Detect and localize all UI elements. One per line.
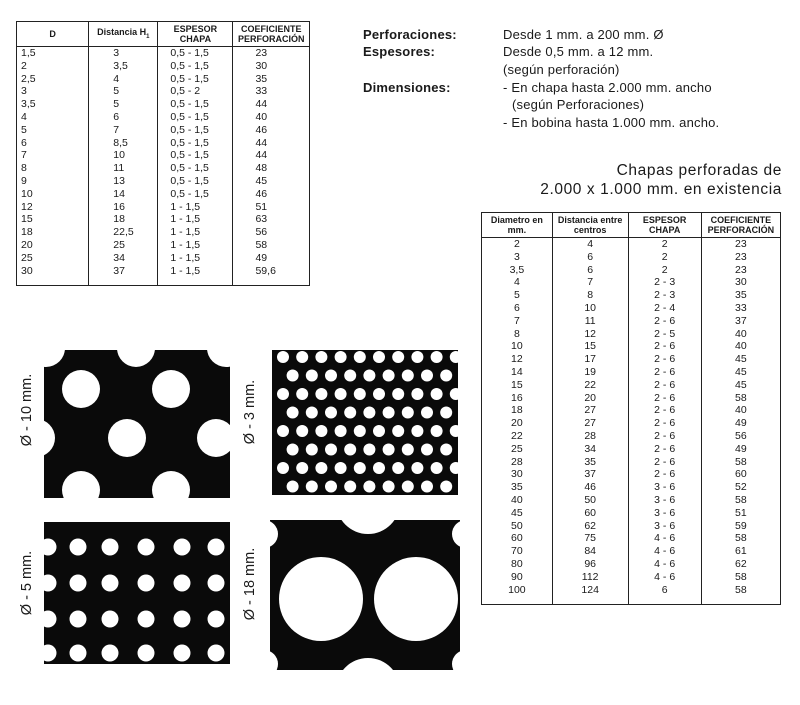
table-cell: 0,5 - 1,5 — [158, 124, 233, 137]
table-row — [482, 379, 781, 392]
table-cell: 20 — [17, 239, 89, 252]
table-row — [482, 315, 781, 328]
table-cell: 15 — [17, 213, 89, 226]
table-cell: 46 — [233, 188, 310, 201]
col-header-espesor: ESPESOR CHAPA — [158, 22, 233, 47]
table-cell: 10 — [89, 149, 158, 162]
table-cell: 60 — [701, 468, 780, 481]
table-cell: 59,6 — [233, 265, 310, 286]
dimensiones-label: Dimensiones: — [363, 80, 451, 95]
table-cell: 40 — [701, 404, 780, 417]
table-cell: 34 — [552, 443, 628, 456]
table-cell: 3 — [17, 85, 89, 98]
stock-heading-line1: Chapas perforadas de — [616, 162, 782, 179]
col-header-espesor: ESPESOR CHAPA — [628, 213, 701, 238]
table-cell: 56 — [233, 226, 310, 239]
table-cell: 0,5 - 1,5 — [158, 137, 233, 150]
table-cell: 112 — [552, 571, 628, 584]
dimensiones-line1: - En chapa hasta 2.000 mm. ancho — [503, 80, 712, 95]
table-cell: 84 — [552, 545, 628, 558]
table-cell: 49 — [233, 252, 310, 265]
table-cell: 45 — [701, 366, 780, 379]
table-row — [482, 340, 781, 353]
table-cell: 45 — [701, 379, 780, 392]
sample-5mm-label: Ø - 5 mm. — [19, 550, 35, 616]
table-cell: 0,5 - 2 — [158, 85, 233, 98]
table-cell: 7 — [482, 315, 553, 328]
table-row — [17, 60, 310, 73]
table-cell: 4 — [17, 111, 89, 124]
table-cell: 2 - 6 — [628, 392, 701, 405]
table-row — [482, 468, 781, 481]
table-row — [17, 226, 310, 239]
table-cell: 75 — [552, 532, 628, 545]
table-cell: 30 — [701, 276, 780, 289]
espesores-note: (según perforación) — [503, 62, 620, 77]
table-cell: 12 — [17, 201, 89, 214]
table-row — [482, 443, 781, 456]
table-cell: 58 — [233, 239, 310, 252]
espesores-label: Espesores: — [363, 44, 436, 59]
table-cell: 50 — [482, 520, 553, 533]
table-row — [17, 111, 310, 124]
table-cell: 11 — [552, 315, 628, 328]
perforaciones-value: Desde 1 mm. a 200 mm. Ø — [503, 27, 664, 42]
table-row — [482, 276, 781, 289]
table-cell: 5 — [89, 85, 158, 98]
table-cell: 63 — [233, 213, 310, 226]
table-cell: 1,5 — [17, 47, 89, 60]
table-row — [482, 289, 781, 302]
table-cell: 37 — [89, 265, 158, 286]
table-row — [482, 328, 781, 341]
table-cell: 2 - 6 — [628, 340, 701, 353]
table-cell: 25 — [17, 252, 89, 265]
table-cell: 8 — [17, 162, 89, 175]
table-cell: 3 - 6 — [628, 520, 701, 533]
table-cell: 2 — [482, 238, 553, 251]
table-cell: 15 — [552, 340, 628, 353]
table-row — [482, 532, 781, 545]
table-row — [17, 175, 310, 188]
table-row — [17, 265, 310, 286]
table-cell: 124 — [552, 584, 628, 605]
table-cell: 58 — [701, 532, 780, 545]
table-cell: 12 — [552, 328, 628, 341]
table-cell: 2 - 6 — [628, 353, 701, 366]
table-row — [482, 430, 781, 443]
table-cell: 35 — [701, 289, 780, 302]
sample-5mm-image — [44, 522, 230, 664]
table-cell: 23 — [701, 251, 780, 264]
table-cell: 10 — [17, 188, 89, 201]
table-cell: 1 - 1,5 — [158, 213, 233, 226]
table-cell: 56 — [701, 430, 780, 443]
table-row — [482, 417, 781, 430]
table-row — [482, 404, 781, 417]
table-cell: 51 — [701, 507, 780, 520]
table-cell: 2 - 6 — [628, 379, 701, 392]
table-cell: 45 — [233, 175, 310, 188]
table-cell: 0,5 - 1,5 — [158, 188, 233, 201]
stock-heading-line2: 2.000 x 1.000 mm. en existencia — [540, 181, 782, 198]
table-cell: 12 — [482, 353, 553, 366]
table-cell: 37 — [552, 468, 628, 481]
table-cell: 58 — [701, 494, 780, 507]
table-cell: 23 — [701, 238, 780, 251]
table-row — [482, 481, 781, 494]
table-cell: 10 — [552, 302, 628, 315]
col-header-distancia-centros: Distancia entre centros — [552, 213, 628, 238]
table-cell: 62 — [701, 558, 780, 571]
table-cell: 2 - 6 — [628, 315, 701, 328]
table-cell: 6 — [628, 584, 701, 605]
table-cell: 6 — [482, 302, 553, 315]
table-cell: 40 — [482, 494, 553, 507]
table-row — [17, 98, 310, 111]
table-cell: 2 — [628, 251, 701, 264]
table-cell: 28 — [552, 430, 628, 443]
table-row — [17, 188, 310, 201]
table-cell: 58 — [701, 456, 780, 469]
table-cell: 16 — [89, 201, 158, 214]
table-cell: 2 - 6 — [628, 443, 701, 456]
table-row — [482, 302, 781, 315]
table-cell: 8 — [552, 289, 628, 302]
table-cell: 10 — [482, 340, 553, 353]
col-header-diametro: Diametro en mm. — [482, 213, 553, 238]
table-cell: 1 - 1,5 — [158, 226, 233, 239]
table-cell: 5 — [17, 124, 89, 137]
table-cell: 49 — [701, 443, 780, 456]
table-cell: 9 — [17, 175, 89, 188]
table-row — [17, 213, 310, 226]
table-body — [17, 47, 310, 286]
table-cell: 15 — [482, 379, 553, 392]
sample-10mm-image — [44, 350, 230, 498]
table-cell: 22 — [552, 379, 628, 392]
table-cell: 2 — [628, 264, 701, 277]
table-cell: 19 — [552, 366, 628, 379]
table-cell: 100 — [482, 584, 553, 605]
table-row — [482, 238, 781, 251]
table-row — [482, 520, 781, 533]
table-cell: 52 — [701, 481, 780, 494]
table-cell: 3,5 — [17, 98, 89, 111]
table-cell: 3 - 6 — [628, 507, 701, 520]
table-cell: 4 — [482, 276, 553, 289]
table-cell: 14 — [89, 188, 158, 201]
table-cell: 4 - 6 — [628, 545, 701, 558]
table-cell: 44 — [233, 98, 310, 111]
table-cell: 40 — [233, 111, 310, 124]
table-cell: 35 — [233, 73, 310, 86]
table-cell: 37 — [701, 315, 780, 328]
table-cell: 70 — [482, 545, 553, 558]
table-row — [482, 494, 781, 507]
table-cell: 6 — [552, 251, 628, 264]
table-row — [17, 47, 310, 60]
table-cell: 2 - 6 — [628, 430, 701, 443]
table-cell: 30 — [482, 468, 553, 481]
table-cell: 2 - 6 — [628, 468, 701, 481]
table-cell: 4 - 6 — [628, 571, 701, 584]
table-cell: 5 — [482, 289, 553, 302]
table-row — [482, 366, 781, 379]
stock-heading — [540, 161, 782, 199]
table-cell: 1 - 1,5 — [158, 201, 233, 214]
table-cell: 45 — [482, 507, 553, 520]
perforation-spec-table — [16, 21, 310, 286]
table-cell: 0,5 - 1,5 — [158, 175, 233, 188]
table-cell: 0,5 - 1,5 — [158, 162, 233, 175]
table-cell: 20 — [552, 392, 628, 405]
table-cell: 35 — [482, 481, 553, 494]
table-cell: 2 - 6 — [628, 456, 701, 469]
table-cell: 1 - 1,5 — [158, 265, 233, 286]
stock-spec-table — [481, 212, 781, 605]
table-cell: 40 — [701, 328, 780, 341]
table-cell: 3 - 6 — [628, 494, 701, 507]
table-cell: 23 — [233, 47, 310, 60]
table-cell: 48 — [233, 162, 310, 175]
table-row — [482, 456, 781, 469]
table-row — [17, 137, 310, 150]
table-cell: 2 - 3 — [628, 276, 701, 289]
table-row — [482, 571, 781, 584]
table-cell: 2 - 6 — [628, 366, 701, 379]
table-cell: 0,5 - 1,5 — [158, 60, 233, 73]
perforaciones-label: Perforaciones: — [363, 27, 457, 42]
table-cell: 33 — [233, 85, 310, 98]
table-row — [482, 507, 781, 520]
sample-18mm-label: Ø - 18 mm. — [242, 547, 258, 621]
table-cell: 27 — [552, 417, 628, 430]
table-cell: 2 — [628, 238, 701, 251]
table-cell: 59 — [701, 520, 780, 533]
table-cell: 2,5 — [17, 73, 89, 86]
table-cell: 58 — [701, 392, 780, 405]
table-header-row — [17, 22, 310, 47]
table-cell: 0,5 - 1,5 — [158, 47, 233, 60]
table-header-row — [482, 213, 781, 238]
table-cell: 35 — [552, 456, 628, 469]
dimensiones-line3: - En bobina hasta 1.000 mm. ancho. — [503, 115, 720, 130]
table-cell: 4 — [89, 73, 158, 86]
table-row — [17, 85, 310, 98]
table-cell: 13 — [89, 175, 158, 188]
table-cell: 3,5 — [89, 60, 158, 73]
table-cell: 2 - 5 — [628, 328, 701, 341]
table-row — [482, 251, 781, 264]
table-cell: 4 - 6 — [628, 532, 701, 545]
table-cell: 51 — [233, 201, 310, 214]
table-cell: 1 - 1,5 — [158, 252, 233, 265]
table-cell: 34 — [89, 252, 158, 265]
table-cell: 7 — [17, 149, 89, 162]
sample-3mm-label: Ø - 3 mm. — [242, 379, 258, 445]
table-cell: 49 — [701, 417, 780, 430]
table-row — [482, 264, 781, 277]
table-cell: 30 — [233, 60, 310, 73]
dimensiones-line2: (según Perforaciones) — [512, 97, 645, 112]
table-cell: 27 — [552, 404, 628, 417]
table-cell: 0,5 - 1,5 — [158, 98, 233, 111]
table-cell: 18 — [89, 213, 158, 226]
table-cell: 3,5 — [482, 264, 553, 277]
table-cell: 58 — [701, 571, 780, 584]
table-cell: 25 — [482, 443, 553, 456]
table-cell: 25 — [89, 239, 158, 252]
table-cell: 4 — [552, 238, 628, 251]
table-cell: 7 — [552, 276, 628, 289]
table-cell: 28 — [482, 456, 553, 469]
table-cell: 4 - 6 — [628, 558, 701, 571]
table-row — [482, 584, 781, 605]
table-cell: 45 — [701, 353, 780, 366]
table-cell: 96 — [552, 558, 628, 571]
col-header-distancia: Distancia $H_1$ — [89, 22, 158, 47]
table-row — [17, 124, 310, 137]
table-cell: 80 — [482, 558, 553, 571]
table-row — [17, 149, 310, 162]
table-cell: 2 — [17, 60, 89, 73]
table-cell: 61 — [701, 545, 780, 558]
table-cell: 60 — [482, 532, 553, 545]
table-cell: 0,5 - 1,5 — [158, 73, 233, 86]
table-cell: 11 — [89, 162, 158, 175]
table-cell: 22 — [482, 430, 553, 443]
table-cell: 33 — [701, 302, 780, 315]
table-cell: 62 — [552, 520, 628, 533]
table-cell: 14 — [482, 366, 553, 379]
table-cell: 90 — [482, 571, 553, 584]
table-cell: 0,5 - 1,5 — [158, 149, 233, 162]
table-row — [482, 392, 781, 405]
table-cell: 40 — [701, 340, 780, 353]
table-cell: 58 — [701, 584, 780, 605]
table-cell: 3 - 6 — [628, 481, 701, 494]
table-cell: 3 — [89, 47, 158, 60]
table-cell: 44 — [233, 137, 310, 150]
table-row — [482, 353, 781, 366]
espesores-value: Desde 0,5 mm. a 12 mm. — [503, 44, 654, 59]
table-cell: 2 - 6 — [628, 404, 701, 417]
table-row — [17, 162, 310, 175]
table-row — [17, 201, 310, 214]
table-row — [17, 252, 310, 265]
table-row — [482, 558, 781, 571]
table-cell: 22,5 — [89, 226, 158, 239]
col-header-d: D — [17, 22, 89, 47]
table-cell: 7 — [89, 124, 158, 137]
table-cell: 30 — [17, 265, 89, 286]
table-cell: 60 — [552, 507, 628, 520]
table-cell: 2 - 3 — [628, 289, 701, 302]
table-cell: 2 - 4 — [628, 302, 701, 315]
sample-10mm-label: Ø - 10 mm. — [19, 373, 35, 447]
table-cell: 46 — [233, 124, 310, 137]
table-row — [17, 239, 310, 252]
table-cell: 2 - 6 — [628, 417, 701, 430]
table-cell: 8,5 — [89, 137, 158, 150]
table-cell: 20 — [482, 417, 553, 430]
table-cell: 8 — [482, 328, 553, 341]
table-cell: 1 - 1,5 — [158, 239, 233, 252]
table-cell: 6 — [17, 137, 89, 150]
table-cell: 46 — [552, 481, 628, 494]
table-cell: 50 — [552, 494, 628, 507]
table-row — [17, 73, 310, 86]
table-row — [482, 545, 781, 558]
table-cell: 44 — [233, 149, 310, 162]
sample-18mm-image — [270, 520, 460, 670]
table-cell: 6 — [89, 111, 158, 124]
table-cell: 5 — [89, 98, 158, 111]
col-header-coeficiente: COEFICIENTE PERFORACIÓN — [233, 22, 310, 47]
sample-3mm-image — [272, 350, 458, 495]
table-cell: 18 — [482, 404, 553, 417]
table-cell: 16 — [482, 392, 553, 405]
table-cell: 23 — [701, 264, 780, 277]
table-body — [482, 238, 781, 605]
table-cell: 6 — [552, 264, 628, 277]
table-cell: 0,5 - 1,5 — [158, 111, 233, 124]
table-cell: 17 — [552, 353, 628, 366]
table-cell: 18 — [17, 226, 89, 239]
table-cell: 3 — [482, 251, 553, 264]
col-header-coeficiente: COEFICIENTE PERFORACIÓN — [701, 213, 780, 238]
